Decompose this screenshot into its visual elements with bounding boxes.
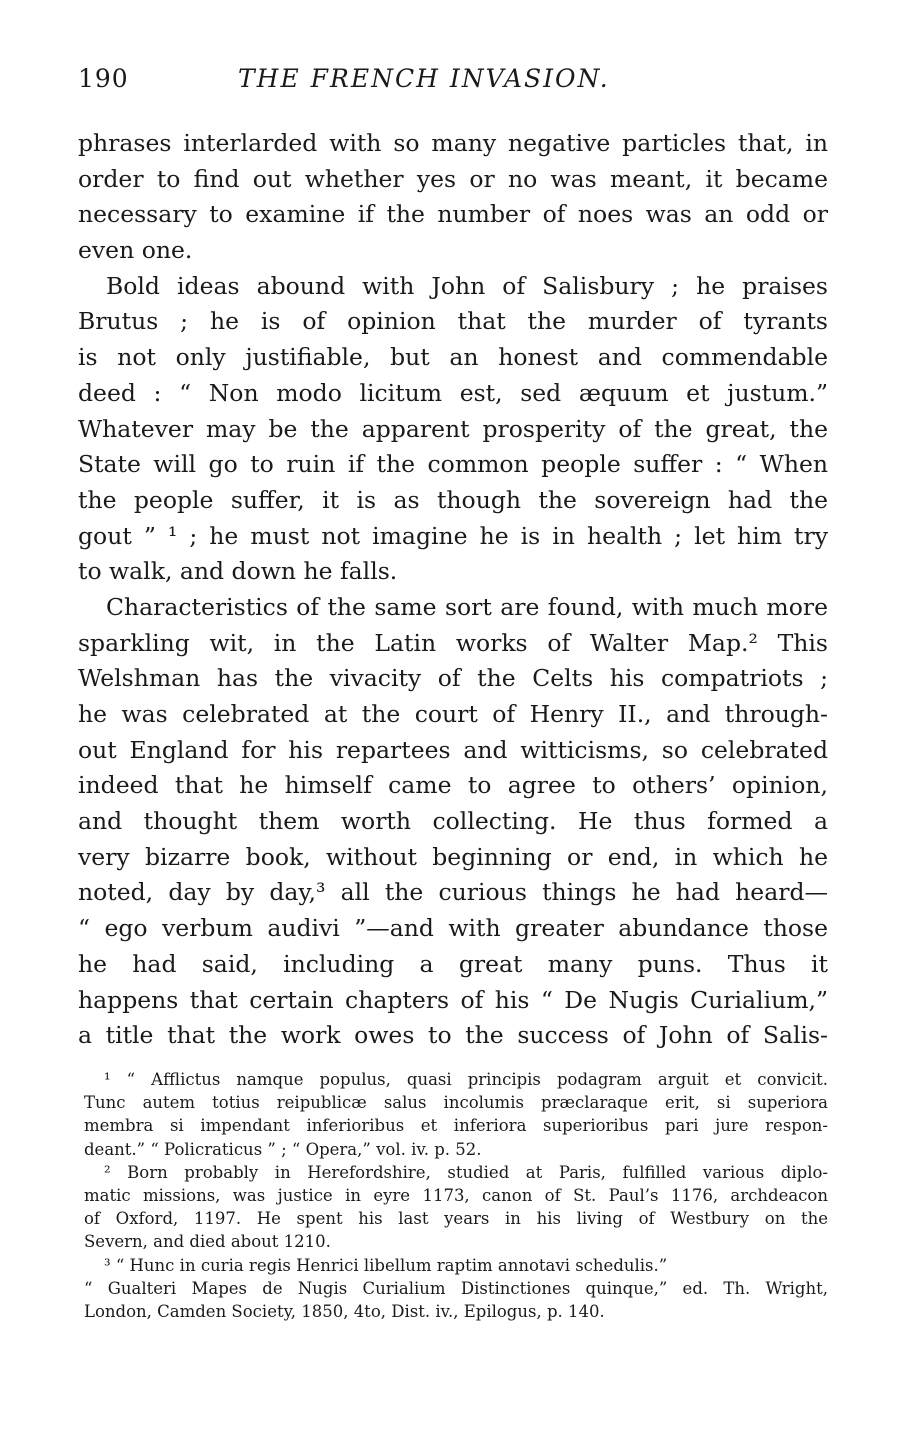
body-line: to walk, and down he falls.: [78, 557, 398, 586]
body-line: Characteristics of the same sort are found, with much more: [106, 592, 828, 621]
body-line: happens that certain chapters of his “ De Nugis Curialium,”: [78, 985, 828, 1014]
body-line: very bizarre book, without beginning or end, in which he: [78, 842, 828, 871]
running-header: [78, 64, 838, 104]
body-text: [78, 126, 828, 1054]
footnote-line: of Oxford, 1197. He spent his last years in his living of Westbury on the: [84, 1209, 828, 1229]
body-line: “ ego verbum audivi ”—and with greater abundance those: [78, 914, 828, 943]
body-line: a title that the work owes to the success of John of Salis-: [78, 1021, 828, 1050]
footnote-line: deant.” “ Policraticus ” ; “ Opera,” vol. iv. p. 52.: [84, 1139, 482, 1159]
body-line: Whatever may be the apparent prosperity of the great, the: [78, 414, 828, 443]
body-line: State will go to ruin if the common people suffer : “ When: [78, 450, 828, 479]
body-line: order to find out whether yes or no was meant, it became: [78, 164, 828, 193]
body-line: necessary to examine if the number of noes was an odd or: [78, 200, 828, 229]
body-line: noted, day by day,³ all the curious things he had heard—: [78, 878, 828, 907]
body-line: is not only justifiable, but an honest and commendable: [78, 343, 828, 372]
page-number: 190: [78, 64, 129, 93]
body-line: Bold ideas abound with John of Salisbury ; he praises: [106, 271, 828, 300]
running-title: THE FRENCH INVASION.: [238, 64, 610, 93]
body-line: out England for his repartees and witticisms, so celebrated: [78, 735, 828, 764]
body-line: sparkling wit, in the Latin works of Walter Map.² This: [78, 628, 828, 657]
body-line: deed : “ Non modo licitum est, sed æquum et justum.”: [78, 378, 828, 407]
footnote-line: membra si impendant inferioribus et inferiora superioribus pari jure respon-: [84, 1116, 828, 1136]
footnote-line: ³ “ Hunc in curia regis Henrici libellum raptim annotavi schedulis.”: [104, 1255, 668, 1275]
footnote-line: “ Gualteri Mapes de Nugis Curialium Distinctiones quinque,” ed. Th. Wright,: [84, 1278, 828, 1298]
footnote-line: matic missions, was justice in eyre 1173, canon of St. Paul’s 1176, archdeacon: [84, 1185, 828, 1205]
body-line: gout ” ¹ ; he must not imagine he is in health ; let him try: [78, 521, 828, 550]
footnote-line: ² Born probably in Herefordshire, studied at Paris, fulfilled various diplo-: [104, 1162, 828, 1182]
footnote-line: ¹ “ Afflictus namque populus, quasi principis podagram arguit et convicit.: [104, 1070, 828, 1089]
body-line: he was celebrated at the court of Henry II., and through-: [78, 700, 828, 728]
footnote-line: London, Camden Society, 1850, 4to, Dist. iv., Epilogus, p. 140.: [84, 1301, 605, 1321]
body-line: Brutus ; he is of opinion that the murder of tyrants: [78, 307, 828, 336]
body-line: he had said, including a great many puns. Thus it: [78, 949, 828, 978]
body-line: Welshman has the vivacity of the Celts his compatriots ;: [78, 664, 828, 693]
body-line: the people suffer, it is as though the sovereign had the: [78, 485, 828, 514]
body-line: and thought them worth collecting. He thus formed a: [78, 807, 828, 836]
body-line: indeed that he himself came to agree to others’ opinion,: [78, 771, 828, 800]
footnote-line: Tunc autem totius reipublicæ salus incolumis præclaraque erit, si superiora: [84, 1093, 828, 1113]
footnotes: [84, 1068, 828, 1323]
body-line: phrases interlarded with so many negative particles that, in: [78, 129, 828, 157]
footnote-line: Severn, and died about 1210.: [84, 1232, 331, 1252]
body-line: even one.: [78, 236, 193, 265]
